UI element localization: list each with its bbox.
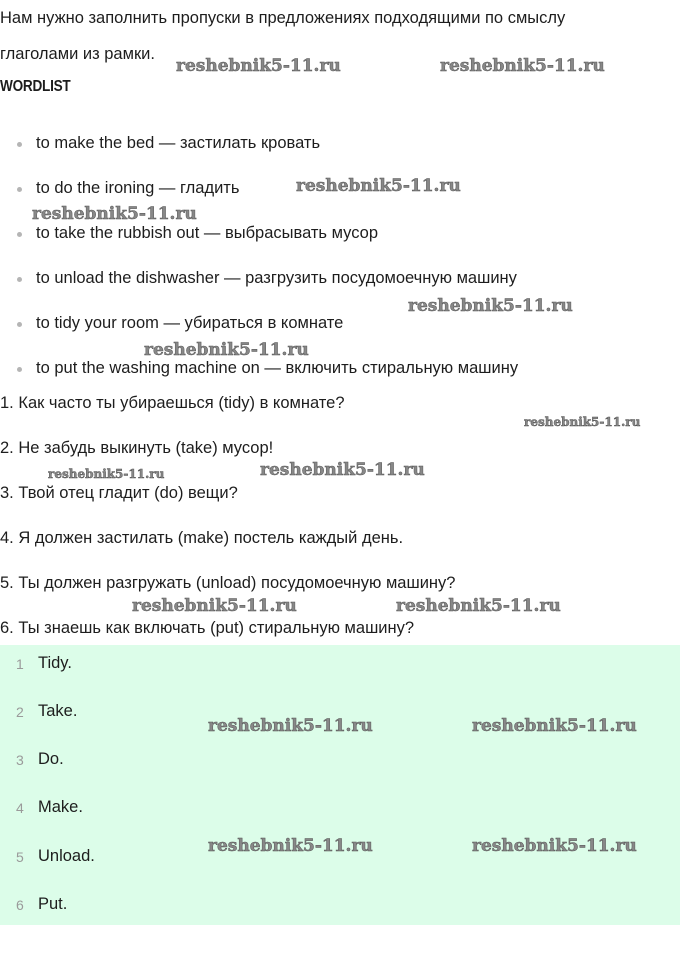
answer: Do. [38,750,64,768]
watermark: reshebnik5-11.ru [144,340,309,360]
watermark: reshebnik5-11.ru [296,176,461,196]
watermark: reshebnik5-11.ru [524,415,641,429]
list-item: to put the washing machine on — включить стиральную машину [36,359,519,377]
intro-line-2: глаголами из рамки. [0,45,155,63]
list-item: to unload the dishwasher — разгрузить посудомоечную машину [36,269,517,287]
answers-box [0,645,680,925]
bullet-icon [17,142,22,147]
answer: Put. [38,895,68,913]
watermark: reshebnik5-11.ru [408,296,573,316]
question: 1. Как часто ты убираешься (tidy) в комнате? [0,394,345,412]
watermark: reshebnik5-11.ru [208,716,373,736]
list-item: to do the ironing — гладить [36,179,240,197]
bullet-icon [17,187,22,192]
list-item: to take the rubbish out — выбрасывать мусор [36,224,378,242]
answer-number: 4 [16,800,24,816]
watermark: reshebnik5-11.ru [32,204,197,224]
answer-number: 2 [16,704,24,720]
question: 3. Твой отец гладит (do) вещи? [0,484,238,502]
list-item: to tidy your room — убираться в комнате [36,314,344,332]
bullet-icon [17,322,22,327]
answer-number: 3 [16,752,24,768]
question: 4. Я должен застилать (make) постель каждый день. [0,529,404,547]
watermark: reshebnik5-11.ru [440,56,605,76]
answer-number: 5 [16,849,24,865]
question: 5. Ты должен разгружать (unload) посудомоечную машину? [0,574,456,592]
answer: Unload. [38,847,95,865]
watermark: reshebnik5-11.ru [176,56,341,76]
bullet-icon [17,367,22,372]
watermark: reshebnik5-11.ru [48,467,165,481]
watermark: reshebnik5-11.ru [132,596,297,616]
watermark: reshebnik5-11.ru [472,836,637,856]
bullet-icon [17,232,22,237]
answer: Tidy. [38,654,72,672]
watermark: reshebnik5-11.ru [396,596,561,616]
wordlist-heading: WORDLIST [0,78,71,95]
answer: Make. [38,798,83,816]
answer-number: 6 [16,897,24,913]
question: 6. Ты знаешь как включать (put) стиральную машину? [0,619,415,637]
answer: Take. [38,702,78,720]
list-item: to make the bed — застилать кровать [36,134,321,152]
watermark: reshebnik5-11.ru [472,716,637,736]
watermark: reshebnik5-11.ru [260,460,425,480]
answer-number: 1 [16,656,24,672]
intro-line-1: Нам нужно заполнить пропуски в предложениях подходящими по смыслу [0,9,566,27]
bullet-icon [17,277,22,282]
question: 2. Не забудь выкинуть (take) мусор! [0,439,274,457]
watermark: reshebnik5-11.ru [208,836,373,856]
